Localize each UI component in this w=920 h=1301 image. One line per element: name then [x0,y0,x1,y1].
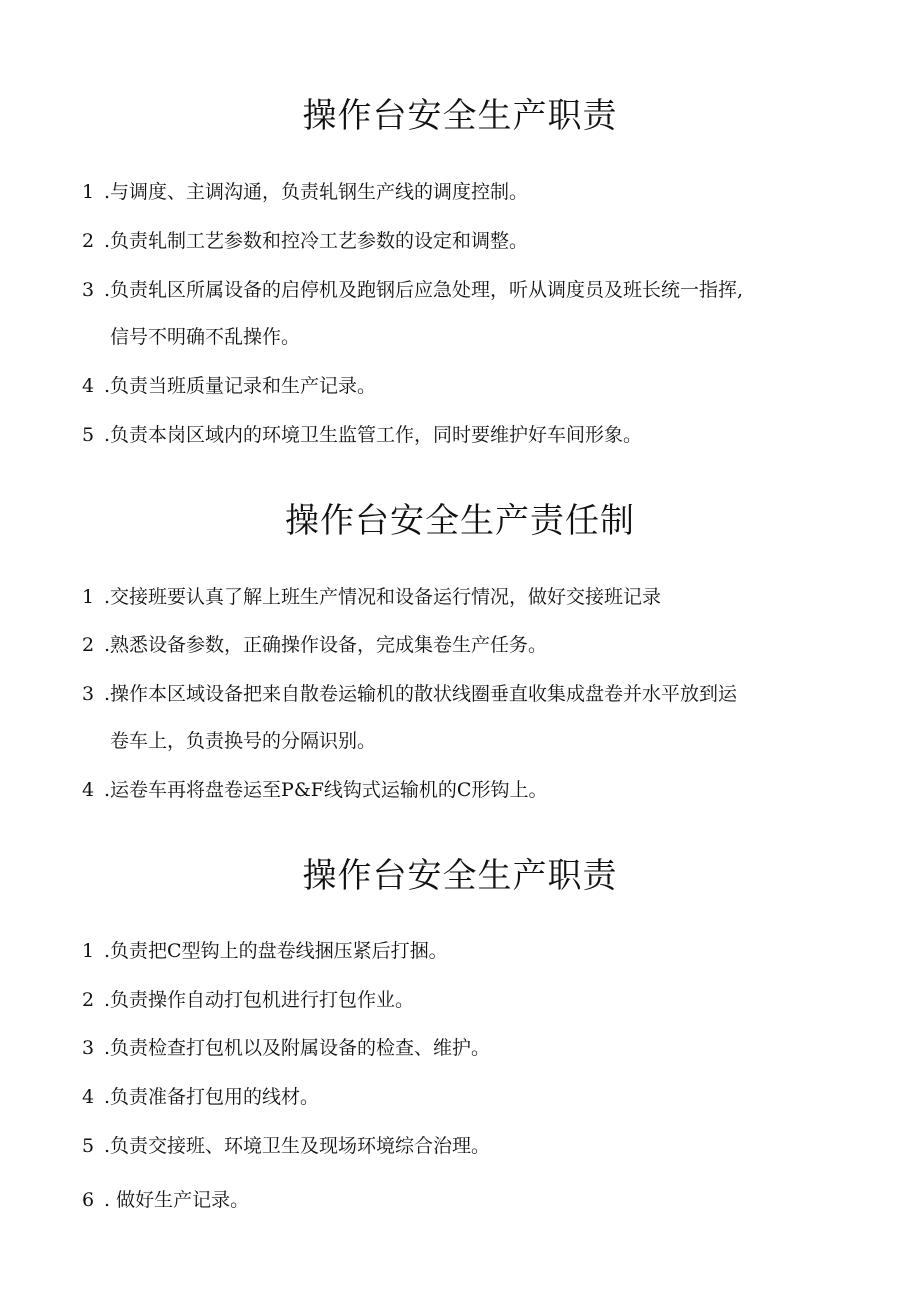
list-item [82,939,862,963]
item-text: .交接班要认真了解上班生产情况和设备运行情况，做好交接班记录 [104,586,662,608]
item-number: 5 [82,424,95,446]
list-item [82,1036,862,1060]
item-number: 3 [82,683,95,705]
item-text: .操作本区域设备把来自散卷运输机的散状线圈垂直收集成盘卷并水平放到运 [104,683,738,705]
item-text: .负责检查打包机以及附属设备的检查、维护。 [104,1037,491,1059]
section-title-2: 操作台安全生产责任制 [285,501,635,541]
list-item [82,1188,862,1212]
list-item [82,988,862,1012]
item-text: . 做好生产记录。 [104,1189,250,1211]
item-number: 2 [82,989,95,1011]
item-text: .负责准备打包用的线材。 [104,1086,320,1108]
list-item [82,374,862,398]
item-text: .负责把C型钩上的盘卷线捆压紧后打捆。 [104,940,448,962]
item-number: 4 [82,375,95,397]
item-number: 2 [82,230,95,252]
item-text: .负责轧制工艺参数和控冷工艺参数的设定和调整。 [104,230,529,252]
list-item [82,278,862,348]
item-text: .负责交接班、环境卫生及现场环境综合治理。 [104,1135,491,1157]
item-number: 3 [82,279,95,301]
list-item [82,1134,862,1158]
list-item [82,423,862,447]
section-title-3: 操作台安全生产职责 [302,856,618,896]
item-text: .与调度、主调沟通，负责轧钢生产线的调度控制。 [104,181,529,203]
item-number: 4 [82,1086,95,1108]
item-number: 1 [82,181,95,203]
item-text: .熟悉设备参数，正确操作设备，完成集卷生产任务。 [104,634,548,656]
list-item [82,778,862,802]
section-title-1: 操作台安全生产职责 [302,96,618,136]
item-number: 6 [82,1189,95,1211]
item-number: 3 [82,1037,95,1059]
item-text: .负责操作自动打包机进行打包作业。 [104,989,415,1011]
list-item [82,1085,862,1109]
item-text: .负责本岗区域内的环境卫生监管工作，同时要维护好车间形象。 [104,424,643,446]
list-item [82,585,862,609]
list-item [82,180,862,204]
item-text-continuation: 卷车上，负责换号的分隔识别。 [110,730,377,752]
list-item [82,229,862,253]
list-item [82,633,862,657]
list-item [82,682,862,752]
item-number: 2 [82,634,95,656]
item-text-continuation: 信号不明确不乱操作。 [110,326,301,348]
item-text: .运卷车再将盘卷运至P&F线钩式运输机的C形钩上。 [104,779,548,801]
item-number: 4 [82,779,95,801]
item-number: 5 [82,1135,95,1157]
item-number: 1 [82,586,95,608]
item-number: 1 [82,940,95,962]
item-text: .负责轧区所属设备的启停机及跑钢后应急处理，听从调度员及班长统一指挥, [104,279,744,301]
item-text: .负责当班质量记录和生产记录。 [104,375,377,397]
